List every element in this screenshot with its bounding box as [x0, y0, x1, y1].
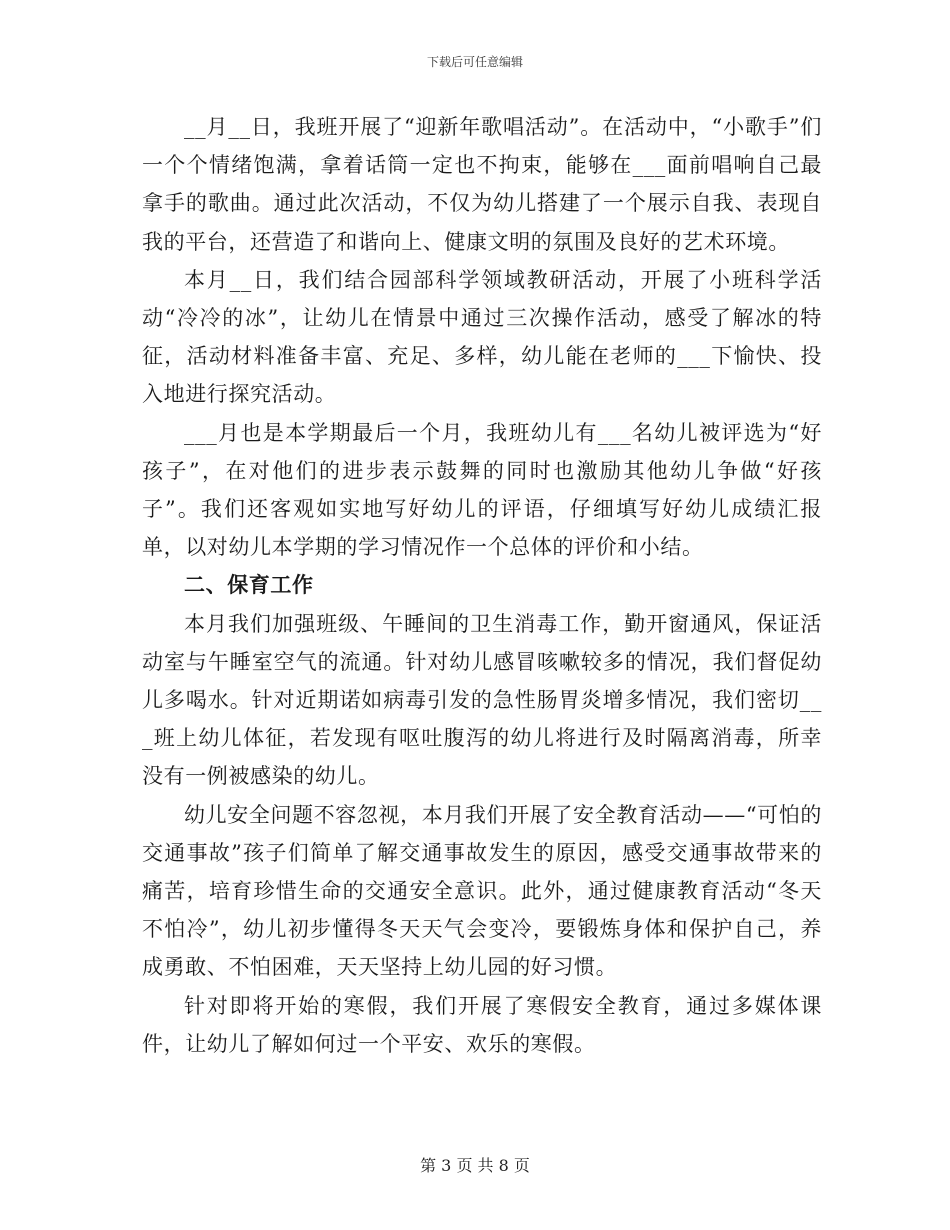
- paragraph-safety-education: 幼儿安全问题不容忽视，本月我们开展了安全教育活动——“可怕的交通事故”孩子们简单了解交通事故发生的原因，感受交通事故带来的痛苦，培育珍惜生命的交通安全意识。此外，通过健康教育活动“冬天不怕冷”，幼儿初步懂得冬天天气会变冷，要锻炼身体和保护自己，养成勇敢、不怕困难，天天坚持上幼儿园的好习惯。: [142, 802, 822, 980]
- page-header: 下载后可任意编辑: [426, 55, 523, 69]
- paragraph-winter-vacation-safety: 针对即将开始的寒假，我们开展了寒假安全教育，通过多媒体课件，让幼儿了解如何过一个平安、欢乐的寒假。: [142, 993, 822, 1056]
- paragraph-science-activity: 本月__日，我们结合园部科学领域教研活动，开展了小班科学活动“冷冷的冰”，让幼儿在情景中通过三次操作活动，感受了解冰的特征，活动材料准备丰富、充足、多样，幼儿能在老师的___下愉快、投入地进行探究活动。: [142, 267, 822, 407]
- paragraph-singing-activity: __月__日，我班开展了“迎新年歌唱活动”。在活动中，“小歌手”们一个个情绪饱满，拿着话筒一定也不拘束，能够在___面前唱响自己最拿手的歌曲。通过此次活动，不仅为幼儿搭建了一个展示自我、表现自我的平台，还营造了和谐向上、健康文明的氛围及良好的艺术环境。: [142, 115, 822, 254]
- document-body: [142, 108, 822, 1063]
- paragraph-good-child-evaluation: ___月也是本学期最后一个月，我班幼儿有___名幼儿被评选为“好孩子”，在对他们的进步表示鼓舞的同时也激励其他幼儿争做“好孩子”。我们还客观如实地写好幼儿的评语，仔细填写好幼儿成绩汇报单，以对幼儿本学期的学习情况作一个总体的评价和小结。: [142, 420, 822, 560]
- section-heading-care-work: 二、保育工作: [184, 572, 314, 598]
- paragraph-hygiene-disinfection: 本月我们加强班级、午睡间的卫生消毒工作，勤开窗通风，保证活动室与午睡室空气的流通。针对幼儿感冒咳嗽较多的情况，我们督促幼儿多喝水。针对近期诺如病毒引发的急性肠胃炎增多情况，我们密切___班上幼儿体征，若发现有呕吐腹泻的幼儿将进行及时隔离消毒，所幸没有一例被感染的幼儿。: [142, 611, 822, 789]
- page-number: 第 3 页 共 8 页: [420, 1156, 530, 1175]
